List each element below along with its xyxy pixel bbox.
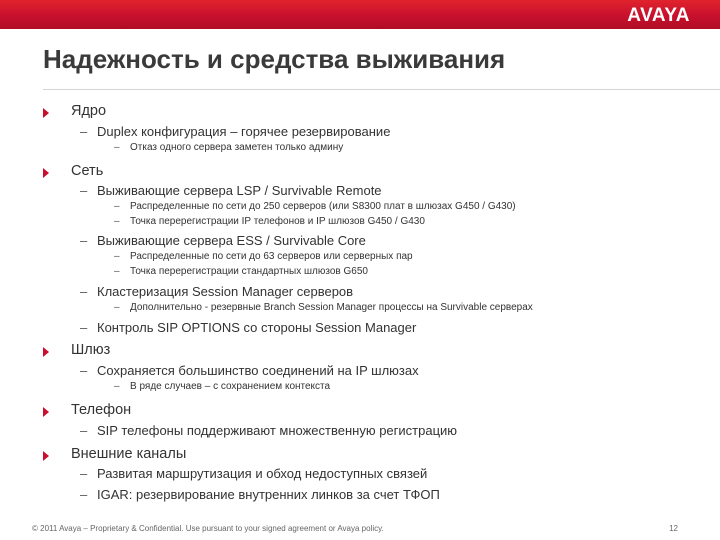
dash-marker: –	[114, 381, 120, 392]
bullet-level2: Развитая маршрутизация и обход недоступных связей	[97, 466, 428, 481]
bullet-level3: Распределенные по сети до 63 серверов или серверных пар	[130, 251, 413, 262]
dash-marker: –	[80, 423, 88, 438]
bullet-level2: Выживающие сервера LSP / Survivable Remote	[97, 183, 382, 198]
dash-marker: –	[80, 284, 88, 299]
bullet-level2: Кластеризация Session Manager серверов	[97, 284, 354, 299]
bullet-level1: Сеть	[71, 163, 104, 179]
bullet-level1: Ядро	[71, 103, 107, 119]
footer-copyright: © 2011 Avaya – Proprietary & Confidential. Use pursuant to your signed agreement or Avaya policy.	[32, 524, 384, 533]
bullet-level3: Распределенные по сети до 250 серверов (или S8300 плат в шлюзах G450 / G430)	[130, 201, 516, 212]
bullet-arrow-icon	[43, 108, 49, 118]
bullet-level1: Внешние каналы	[71, 446, 187, 462]
top-brand-bar	[0, 0, 720, 29]
slide-title: Надежность и средства выживания	[43, 44, 506, 74]
bullet-level3: В ряде случаев – с сохранением контекста	[130, 381, 331, 392]
bullet-level2: Сохраняется большинство соединений на IP шлюзах	[97, 363, 419, 378]
bullet-arrow-icon	[43, 347, 49, 357]
bullet-level3: Отказ одного сервера заметен только админу	[130, 142, 344, 153]
dash-marker: –	[80, 363, 88, 378]
dash-marker: –	[114, 266, 120, 277]
title-divider	[43, 89, 720, 90]
dash-marker: –	[114, 201, 120, 212]
dash-marker: –	[80, 466, 88, 481]
avaya-logo: AVAYA	[627, 5, 690, 26]
dash-marker: –	[80, 320, 88, 335]
page-number: 12	[669, 524, 678, 533]
dash-marker: –	[80, 124, 88, 139]
dash-marker: –	[80, 233, 88, 248]
dash-marker: –	[80, 183, 88, 198]
bullet-level2: SIP телефоны поддерживают множественную регистрацию	[97, 423, 458, 438]
bullet-level2: IGAR: резервирование внутренних линков за счет ТФОП	[97, 487, 440, 502]
dash-marker: –	[114, 216, 120, 227]
bullet-level1: Шлюз	[71, 342, 111, 358]
dash-marker: –	[114, 251, 120, 262]
bullet-level2: Выживающие сервера ESS / Survivable Core	[97, 233, 366, 248]
bullet-level3: Точка перерегистрации стандартных шлюзов G650	[130, 266, 368, 277]
bullet-level2: Duplex конфигурация – горячее резервирование	[97, 124, 391, 139]
bullet-level2: Контроль SIP OPTIONS со стороны Session Manager	[97, 320, 417, 335]
dash-marker: –	[114, 142, 120, 153]
bullet-arrow-icon	[43, 451, 49, 461]
dash-marker: –	[80, 487, 88, 502]
bullet-level3: Точка перерегистрации IP телефонов и IP шлюзов G450 / G430	[130, 216, 425, 227]
bullet-level3: Дополнительно - резервные Branch Session Manager процессы на Survivable серверах	[130, 302, 533, 313]
dash-marker: –	[114, 302, 120, 313]
bullet-arrow-icon	[43, 407, 49, 417]
bullet-arrow-icon	[43, 168, 49, 178]
bullet-level1: Телефон	[71, 402, 132, 418]
